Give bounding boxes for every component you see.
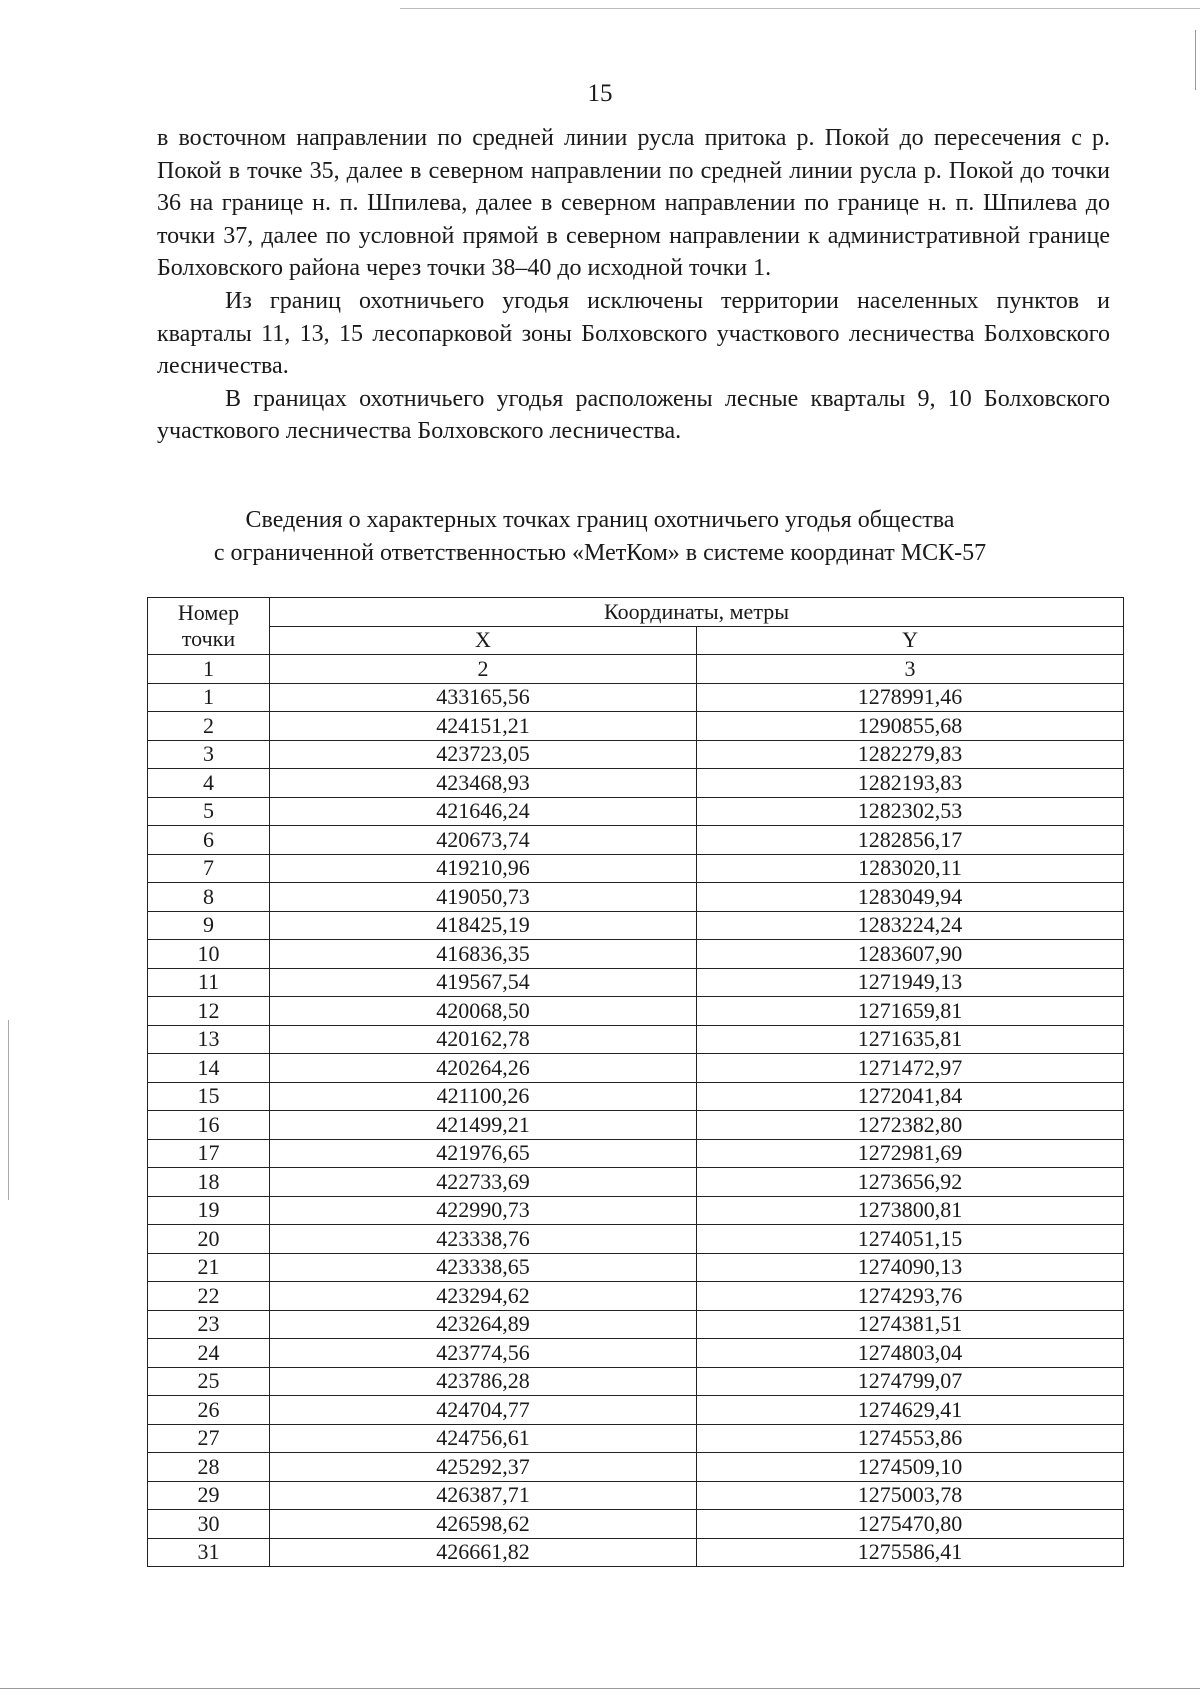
table-row bbox=[148, 1054, 1124, 1083]
point-number-cell: 4 bbox=[148, 769, 270, 798]
table-row bbox=[148, 854, 1124, 883]
point-number-cell: 10 bbox=[148, 940, 270, 969]
column-number-3: 3 bbox=[697, 655, 1124, 684]
x-coordinate-cell: 420162,78 bbox=[270, 1025, 697, 1054]
x-coordinate-cell: 423338,65 bbox=[270, 1253, 697, 1282]
table-row bbox=[148, 1538, 1124, 1567]
x-coordinate-cell: 416836,35 bbox=[270, 940, 697, 969]
y-coordinate-cell: 1282193,83 bbox=[697, 769, 1124, 798]
table-row bbox=[148, 1339, 1124, 1368]
x-coordinate-cell: 421646,24 bbox=[270, 797, 697, 826]
y-coordinate-cell: 1272382,80 bbox=[697, 1111, 1124, 1140]
x-coordinate-cell: 421499,21 bbox=[270, 1111, 697, 1140]
y-coordinate-cell: 1274629,41 bbox=[697, 1396, 1124, 1425]
point-number-cell: 5 bbox=[148, 797, 270, 826]
y-coordinate-cell: 1271635,81 bbox=[697, 1025, 1124, 1054]
x-coordinate-cell: 423264,89 bbox=[270, 1310, 697, 1339]
table-row bbox=[148, 1253, 1124, 1282]
point-number-cell: 8 bbox=[148, 883, 270, 912]
y-coordinate-cell: 1274799,07 bbox=[697, 1367, 1124, 1396]
x-coordinate-cell: 424151,21 bbox=[270, 712, 697, 741]
paragraph-2: Из границ охотничьего угодья исключены территории населенных пунктов и кварталы 11, 13, 15 лесопарковой зоны Болховского участкового лесничества Болховского лесничества. bbox=[157, 287, 1110, 380]
table-row bbox=[148, 1225, 1124, 1254]
table-row bbox=[148, 712, 1124, 741]
x-coordinate-cell: 420673,74 bbox=[270, 826, 697, 855]
y-coordinate-cell: 1275586,41 bbox=[697, 1538, 1124, 1567]
header-y: Y bbox=[697, 626, 1124, 655]
point-number-cell: 27 bbox=[148, 1424, 270, 1453]
point-number-cell: 25 bbox=[148, 1367, 270, 1396]
x-coordinate-cell: 423294,62 bbox=[270, 1282, 697, 1311]
y-coordinate-cell: 1282302,53 bbox=[697, 797, 1124, 826]
table-row bbox=[148, 826, 1124, 855]
header-point-line-2: точки bbox=[181, 626, 236, 651]
x-coordinate-cell: 419210,96 bbox=[270, 854, 697, 883]
table-row bbox=[148, 683, 1124, 712]
y-coordinate-cell: 1274293,76 bbox=[697, 1282, 1124, 1311]
point-number-cell: 28 bbox=[148, 1453, 270, 1482]
table-row bbox=[148, 1282, 1124, 1311]
y-coordinate-cell: 1274509,10 bbox=[697, 1453, 1124, 1482]
coordinates-table bbox=[147, 597, 1124, 1567]
y-coordinate-cell: 1283020,11 bbox=[697, 854, 1124, 883]
table-title bbox=[0, 504, 1200, 569]
x-coordinate-cell: 418425,19 bbox=[270, 911, 697, 940]
table-row bbox=[148, 1481, 1124, 1510]
table-row bbox=[148, 1310, 1124, 1339]
table-row bbox=[148, 1025, 1124, 1054]
point-number-cell: 23 bbox=[148, 1310, 270, 1339]
y-coordinate-cell: 1278991,46 bbox=[697, 683, 1124, 712]
y-coordinate-cell: 1290855,68 bbox=[697, 712, 1124, 741]
header-point-line-1: Номер bbox=[177, 600, 240, 625]
table-row bbox=[148, 1424, 1124, 1453]
point-number-cell: 3 bbox=[148, 740, 270, 769]
point-number-cell: 7 bbox=[148, 854, 270, 883]
y-coordinate-cell: 1274090,13 bbox=[697, 1253, 1124, 1282]
y-coordinate-cell: 1275003,78 bbox=[697, 1481, 1124, 1510]
point-number-cell: 29 bbox=[148, 1481, 270, 1510]
table-column-number-row bbox=[148, 655, 1124, 684]
point-number-cell: 24 bbox=[148, 1339, 270, 1368]
x-coordinate-cell: 426387,71 bbox=[270, 1481, 697, 1510]
table-row bbox=[148, 1139, 1124, 1168]
point-number-cell: 9 bbox=[148, 911, 270, 940]
x-coordinate-cell: 423774,56 bbox=[270, 1339, 697, 1368]
scan-edge-top bbox=[400, 8, 1200, 9]
point-number-cell: 30 bbox=[148, 1510, 270, 1539]
table-row bbox=[148, 1367, 1124, 1396]
point-number-cell: 2 bbox=[148, 712, 270, 741]
x-coordinate-cell: 420264,26 bbox=[270, 1054, 697, 1083]
table-row bbox=[148, 1111, 1124, 1140]
y-coordinate-cell: 1282856,17 bbox=[697, 826, 1124, 855]
y-coordinate-cell: 1274051,15 bbox=[697, 1225, 1124, 1254]
x-coordinate-cell: 426661,82 bbox=[270, 1538, 697, 1567]
point-number-cell: 16 bbox=[148, 1111, 270, 1140]
table-row bbox=[148, 940, 1124, 969]
point-number-cell: 1 bbox=[148, 683, 270, 712]
table-row bbox=[148, 740, 1124, 769]
header-coordinates: Координаты, метры bbox=[270, 598, 1124, 627]
y-coordinate-cell: 1271472,97 bbox=[697, 1054, 1124, 1083]
table-row bbox=[148, 997, 1124, 1026]
header-x: X bbox=[270, 626, 697, 655]
x-coordinate-cell: 424704,77 bbox=[270, 1396, 697, 1425]
y-coordinate-cell: 1273656,92 bbox=[697, 1168, 1124, 1197]
table-row bbox=[148, 769, 1124, 798]
x-coordinate-cell: 422733,69 bbox=[270, 1168, 697, 1197]
x-coordinate-cell: 433165,56 bbox=[270, 683, 697, 712]
table-title-line-1: Сведения о характерных точках границ охотничьего угодья общества bbox=[245, 507, 955, 533]
point-number-cell: 26 bbox=[148, 1396, 270, 1425]
x-coordinate-cell: 422990,73 bbox=[270, 1196, 697, 1225]
table-row bbox=[148, 797, 1124, 826]
point-number-cell: 20 bbox=[148, 1225, 270, 1254]
table-row bbox=[148, 1453, 1124, 1482]
y-coordinate-cell: 1282279,83 bbox=[697, 740, 1124, 769]
table-row bbox=[148, 1196, 1124, 1225]
x-coordinate-cell: 423786,28 bbox=[270, 1367, 697, 1396]
point-number-cell: 12 bbox=[148, 997, 270, 1026]
y-coordinate-cell: 1275470,80 bbox=[697, 1510, 1124, 1539]
paragraph-1: в восточном направлении по средней линии русла притока р. Покой до пересечения с р. Покой в точке 35, далее в северном направлении по средней линии русла р. Покой до точки 36 на границе н. п. Шпилева, далее в северном направлении по границе н. п. Шпилева до точки 37, далее по условной прямой в северном направлении к административной границе Болховского района через точки 38–40 до исходной точки 1. bbox=[157, 125, 1110, 282]
page-number: 15 bbox=[587, 80, 613, 107]
x-coordinate-cell: 421976,65 bbox=[270, 1139, 697, 1168]
table-row bbox=[148, 1396, 1124, 1425]
table-row bbox=[148, 883, 1124, 912]
body-text bbox=[157, 122, 1110, 448]
point-number-cell: 14 bbox=[148, 1054, 270, 1083]
point-number-cell: 19 bbox=[148, 1196, 270, 1225]
table-row bbox=[148, 1082, 1124, 1111]
point-number-cell: 22 bbox=[148, 1282, 270, 1311]
column-number-2: 2 bbox=[270, 655, 697, 684]
y-coordinate-cell: 1274381,51 bbox=[697, 1310, 1124, 1339]
table-row bbox=[148, 968, 1124, 997]
table-body bbox=[148, 683, 1124, 1567]
point-number-cell: 18 bbox=[148, 1168, 270, 1197]
point-number-cell: 17 bbox=[148, 1139, 270, 1168]
x-coordinate-cell: 420068,50 bbox=[270, 997, 697, 1026]
y-coordinate-cell: 1273800,81 bbox=[697, 1196, 1124, 1225]
point-number-cell: 6 bbox=[148, 826, 270, 855]
point-number-cell: 15 bbox=[148, 1082, 270, 1111]
x-coordinate-cell: 425292,37 bbox=[270, 1453, 697, 1482]
y-coordinate-cell: 1272981,69 bbox=[697, 1139, 1124, 1168]
table-header-row bbox=[148, 598, 1124, 627]
table-row bbox=[148, 1168, 1124, 1197]
x-coordinate-cell: 423723,05 bbox=[270, 740, 697, 769]
y-coordinate-cell: 1272041,84 bbox=[697, 1082, 1124, 1111]
paragraph-3: В границах охотничьего угодья расположены лесные кварталы 9, 10 Болховского участкового лесничества Болховского лесничества. bbox=[157, 385, 1110, 445]
point-number-cell: 11 bbox=[148, 968, 270, 997]
x-coordinate-cell: 426598,62 bbox=[270, 1510, 697, 1539]
table-row bbox=[148, 1510, 1124, 1539]
point-number-cell: 31 bbox=[148, 1538, 270, 1567]
y-coordinate-cell: 1271659,81 bbox=[697, 997, 1124, 1026]
column-number-1: 1 bbox=[148, 655, 270, 684]
x-coordinate-cell: 421100,26 bbox=[270, 1082, 697, 1111]
table-title-line-2: с ограниченной ответственностью «МетКом» в системе координат МСК-57 bbox=[213, 539, 987, 566]
x-coordinate-cell: 423468,93 bbox=[270, 769, 697, 798]
y-coordinate-cell: 1274553,86 bbox=[697, 1424, 1124, 1453]
y-coordinate-cell: 1271949,13 bbox=[697, 968, 1124, 997]
x-coordinate-cell: 419050,73 bbox=[270, 883, 697, 912]
y-coordinate-cell: 1283049,94 bbox=[697, 883, 1124, 912]
x-coordinate-cell: 423338,76 bbox=[270, 1225, 697, 1254]
point-number-cell: 21 bbox=[148, 1253, 270, 1282]
x-coordinate-cell: 424756,61 bbox=[270, 1424, 697, 1453]
point-number-cell: 13 bbox=[148, 1025, 270, 1054]
header-point-number bbox=[148, 598, 270, 655]
scan-edge-bottom bbox=[0, 1688, 1200, 1689]
y-coordinate-cell: 1283224,24 bbox=[697, 911, 1124, 940]
table-row bbox=[148, 911, 1124, 940]
y-coordinate-cell: 1274803,04 bbox=[697, 1339, 1124, 1368]
y-coordinate-cell: 1283607,90 bbox=[697, 940, 1124, 969]
scan-edge-left bbox=[8, 1020, 9, 1200]
table-subheader-row bbox=[148, 626, 1124, 655]
x-coordinate-cell: 419567,54 bbox=[270, 968, 697, 997]
